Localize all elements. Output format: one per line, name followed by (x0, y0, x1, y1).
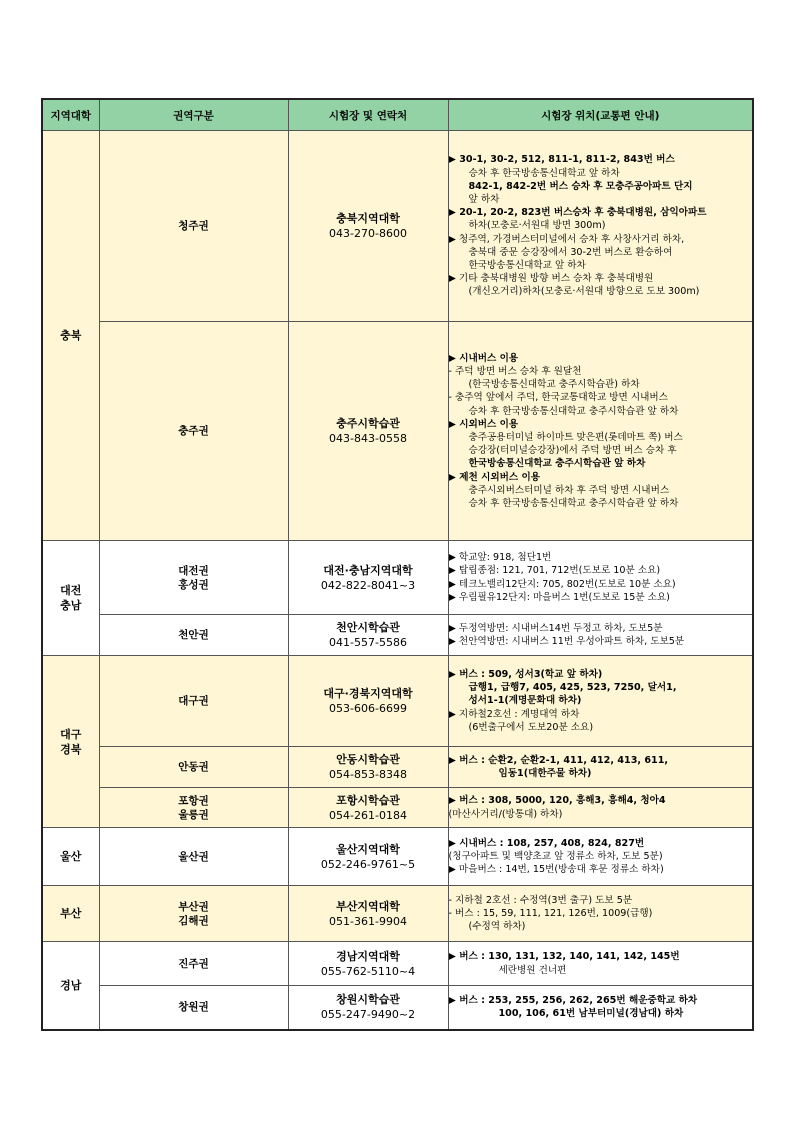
direction-line: ▶ 버스 : 순환2, 순환2-1, 411, 412, 413, 611, (448, 754, 669, 766)
direction-line: 승차 후 한국방송통신대학교 충주시학습관 앞 하차 (468, 405, 679, 417)
site-name: 안동시학습관 (336, 753, 400, 766)
header-site: 시험장 및 연락처 (288, 99, 448, 131)
header-region: 지역대학 (42, 99, 99, 131)
region-label: 충남 (60, 599, 82, 612)
site-phone: 054-261-0184 (329, 808, 407, 822)
directions-cell (448, 615, 753, 656)
directions-cell (448, 886, 753, 942)
site-cell (288, 322, 448, 541)
direction-line: 급행1, 급행7, 405, 425, 523, 7250, 달서1, (468, 682, 677, 694)
directions-cell (448, 788, 753, 828)
site-name: 충북지역대학 (336, 212, 400, 225)
table-row (42, 886, 753, 942)
area-cell (99, 886, 288, 942)
table-row (42, 828, 753, 886)
region-cell: 경남 (42, 942, 99, 1030)
direction-line: 충주시외버스터미널 하차 후 주덕 방면 시내버스 (468, 484, 670, 496)
site-phone: 042-822-8041~3 (320, 578, 416, 592)
site-phone: 051-361-9904 (329, 914, 407, 928)
directions-cell (448, 828, 753, 886)
directions-cell (448, 656, 753, 747)
direction-line: 842-1, 842-2번 버스 승차 후 모충주공아파트 단지 (468, 180, 693, 192)
direction-line: ▶ 시외버스 이용 (448, 418, 519, 430)
direction-line: ▶ 버스 : 130, 131, 132, 140, 141, 142, 145번 (448, 951, 680, 963)
area-cell: 천안권 (99, 615, 288, 656)
site-name: 천안시학습관 (336, 621, 400, 634)
direction-line: 충주공용터미널 하이마트 맞은편(롯데마트 쪽) 버스 (468, 432, 683, 443)
site-phone: 043-843-0558 (329, 432, 407, 445)
directions-cell (448, 131, 753, 322)
direction-line: 한국방송통신대학교 충주시학습관 앞 하차 (468, 458, 646, 470)
area-cell: 청주권 (99, 131, 288, 322)
table-row (42, 942, 753, 986)
table-row (42, 322, 753, 541)
direction-line: 승차 후 한국방송통신대학교 충주시학습관 앞 하차 (468, 498, 679, 510)
site-cell (288, 942, 448, 986)
site-phone: 043-270-8600 (329, 227, 407, 240)
site-name: 포항시학습관 (336, 793, 400, 807)
direction-line: ▶ 버스 : 308, 5000, 120, 흥해3, 흥해4, 청아4 (448, 795, 666, 807)
header-directions: 시험장 위치(교통편 안내) (448, 99, 753, 131)
direction-line: - 주덕 방면 버스 승차 후 원달천 (448, 365, 582, 377)
site-cell (288, 131, 448, 322)
direction-line: (청구아파트 및 백양초교 앞 정류소 하차, 도보 5분) (448, 850, 663, 862)
direction-line: ▶ 시내버스 이용 (448, 352, 519, 364)
direction-line: ▶ 천안역방면: 시내버스 11번 우성아파트 하차, 도보5분 (448, 636, 685, 647)
table-row (42, 747, 753, 788)
direction-line: ▶ 제천 시외버스 이용 (448, 471, 541, 483)
table-row (42, 656, 753, 747)
table-row (42, 615, 753, 656)
direction-line: ▶ 30-1, 30-2, 512, 811-1, 811-2, 843번 버스 (448, 154, 675, 166)
site-cell (288, 828, 448, 886)
directions-cell (448, 747, 753, 788)
direction-line: 한국방송통신대학교 앞 하차 (468, 260, 586, 271)
header-row (42, 99, 753, 131)
site-cell (288, 986, 448, 1030)
site-cell (288, 656, 448, 747)
directions-cell (448, 322, 753, 541)
site-cell (288, 788, 448, 828)
site-phone: 053-606-6699 (329, 702, 407, 715)
site-phone: 041-557-5586 (329, 636, 407, 649)
region-cell: 충북 (42, 131, 99, 541)
direction-line: 100, 106, 61번 남부터미널(경남대) 하차 (498, 1008, 684, 1020)
site-phone: 055-247-9490~2 (320, 1008, 416, 1022)
area-cell: 안동권 (99, 747, 288, 788)
site-name: 충주시학습관 (336, 417, 400, 430)
direction-line: - 지하철 2호선 : 수정역(3번 출구) 도보 5분 (448, 894, 633, 906)
directions-cell (448, 541, 753, 615)
site-name: 부산지역대학 (336, 899, 400, 913)
direction-line: 승차 후 한국방송통신대학교 앞 하차 (468, 167, 620, 179)
direction-line: 성서1-1(계명문화대 하차) (468, 695, 582, 707)
direction-line: 임동1(대한주물 하차) (498, 768, 592, 779)
region-cell (42, 656, 99, 828)
direction-line: ▶ 테크노밸리12단지: 705, 802번(도보로 10분 소요) (448, 578, 676, 590)
direction-line: ▶ 기타 충북대병원 방향 버스 승차 후 충북대병원 (448, 273, 654, 285)
direction-line: ▶ 20-1, 20-2, 823번 버스승차 후 충북대병원, 삼익아파트 (448, 207, 707, 219)
table-row (42, 541, 753, 615)
site-cell (288, 747, 448, 788)
directions-cell (448, 942, 753, 986)
direction-line: ▶ 마을버스 : 14번, 15번(방송대 후문 정류소 하차) (448, 864, 664, 876)
direction-line: ▶ 시내버스 : 108, 257, 408, 824, 827번 (448, 837, 645, 849)
site-cell (288, 886, 448, 942)
region-label: 경북 (60, 742, 82, 756)
direction-line: 충북대 중문 승강장에서 30-2번 버스로 환승하여 (468, 246, 673, 258)
area-label: 울릉권 (178, 808, 209, 821)
direction-line: (마산사거리/(방통대) 하차) (448, 808, 563, 820)
region-label: 대구 (60, 727, 82, 741)
site-name: 창원시학습관 (336, 993, 400, 1007)
region-cell: 울산 (42, 828, 99, 886)
direction-line: ▶ 두정역방면: 시내버스14번 두정고 하차, 도보5분 (448, 622, 663, 634)
table-row (42, 131, 753, 322)
direction-line: ▶ 버스 : 509, 성서3(학교 앞 하차) (448, 668, 603, 680)
area-cell: 충주권 (99, 322, 288, 541)
direction-line: 앞 하차 (468, 193, 500, 205)
direction-line: (수정역 하차) (468, 921, 526, 933)
site-phone: 055-762-5110~4 (320, 964, 416, 978)
area-cell (99, 541, 288, 615)
area-label: 부산권 (178, 900, 209, 913)
site-phone: 052-246-9761~5 (320, 857, 416, 871)
direction-line: (한국방송통신대학교 충주시학습관) 하차 (468, 379, 640, 391)
site-name: 대전·충남지역대학 (323, 563, 413, 577)
site-cell (288, 615, 448, 656)
area-cell: 울산권 (99, 828, 288, 886)
area-cell: 대구권 (99, 656, 288, 747)
region-cell (42, 541, 99, 656)
area-label: 김해권 (178, 914, 209, 927)
site-phone: 054-853-8348 (329, 768, 407, 781)
area-label: 대전권 (178, 564, 209, 577)
direction-line: - 버스 : 15, 59, 111, 121, 126번, 1009(급행) (448, 907, 653, 919)
direction-line: ▶ 탑립종점: 121, 701, 712번(도보로 10분 소요) (448, 565, 661, 577)
area-cell: 진주권 (99, 942, 288, 986)
region-cell: 부산 (42, 886, 99, 942)
direction-line: - 충주역 앞에서 주덕, 한국교통대학교 방면 시내버스 (448, 392, 668, 404)
site-name: 대구·경북지역대학 (323, 687, 413, 700)
table-row (42, 986, 753, 1030)
site-cell (288, 541, 448, 615)
direction-line: ▶ 우림필유12단지: 마을버스 1번(도보로 15분 소요) (448, 591, 670, 603)
table-row (42, 788, 753, 828)
direction-line: 세란병원 건너편 (498, 964, 567, 976)
direction-line: (개신오거리)하차(모충로·서원대 방향으로 도보 300m) (468, 286, 700, 298)
header-area: 권역구분 (99, 99, 288, 131)
direction-line: (6번출구에서 도보20분 소요) (468, 721, 594, 733)
direction-line: ▶ 지하철2호선 : 계명대역 하차 (448, 708, 580, 720)
area-cell: 창원권 (99, 986, 288, 1030)
direction-line: ▶ 버스 : 253, 255, 256, 262, 265번 해운중학교 하차 (448, 995, 698, 1007)
exam-site-table (41, 98, 754, 1031)
direction-line: ▶ 청주역, 가경버스터미널에서 승차 후 사창사거리 하차, (448, 233, 685, 245)
direction-line: 하차(모충로·서원대 방면 300m) (468, 220, 606, 232)
area-label: 포항권 (178, 794, 209, 807)
area-cell (99, 788, 288, 828)
site-name: 울산지역대학 (336, 842, 400, 856)
direction-line: 승강장(터미널승강장)에서 주덕 방면 버스 승차 후 (468, 445, 677, 457)
directions-cell (448, 986, 753, 1030)
direction-line: ▶ 학교앞: 918, 첨단1번 (448, 552, 552, 564)
area-label: 홍성권 (178, 578, 209, 591)
region-label: 대전 (60, 584, 82, 597)
site-name: 경남지역대학 (336, 949, 400, 963)
